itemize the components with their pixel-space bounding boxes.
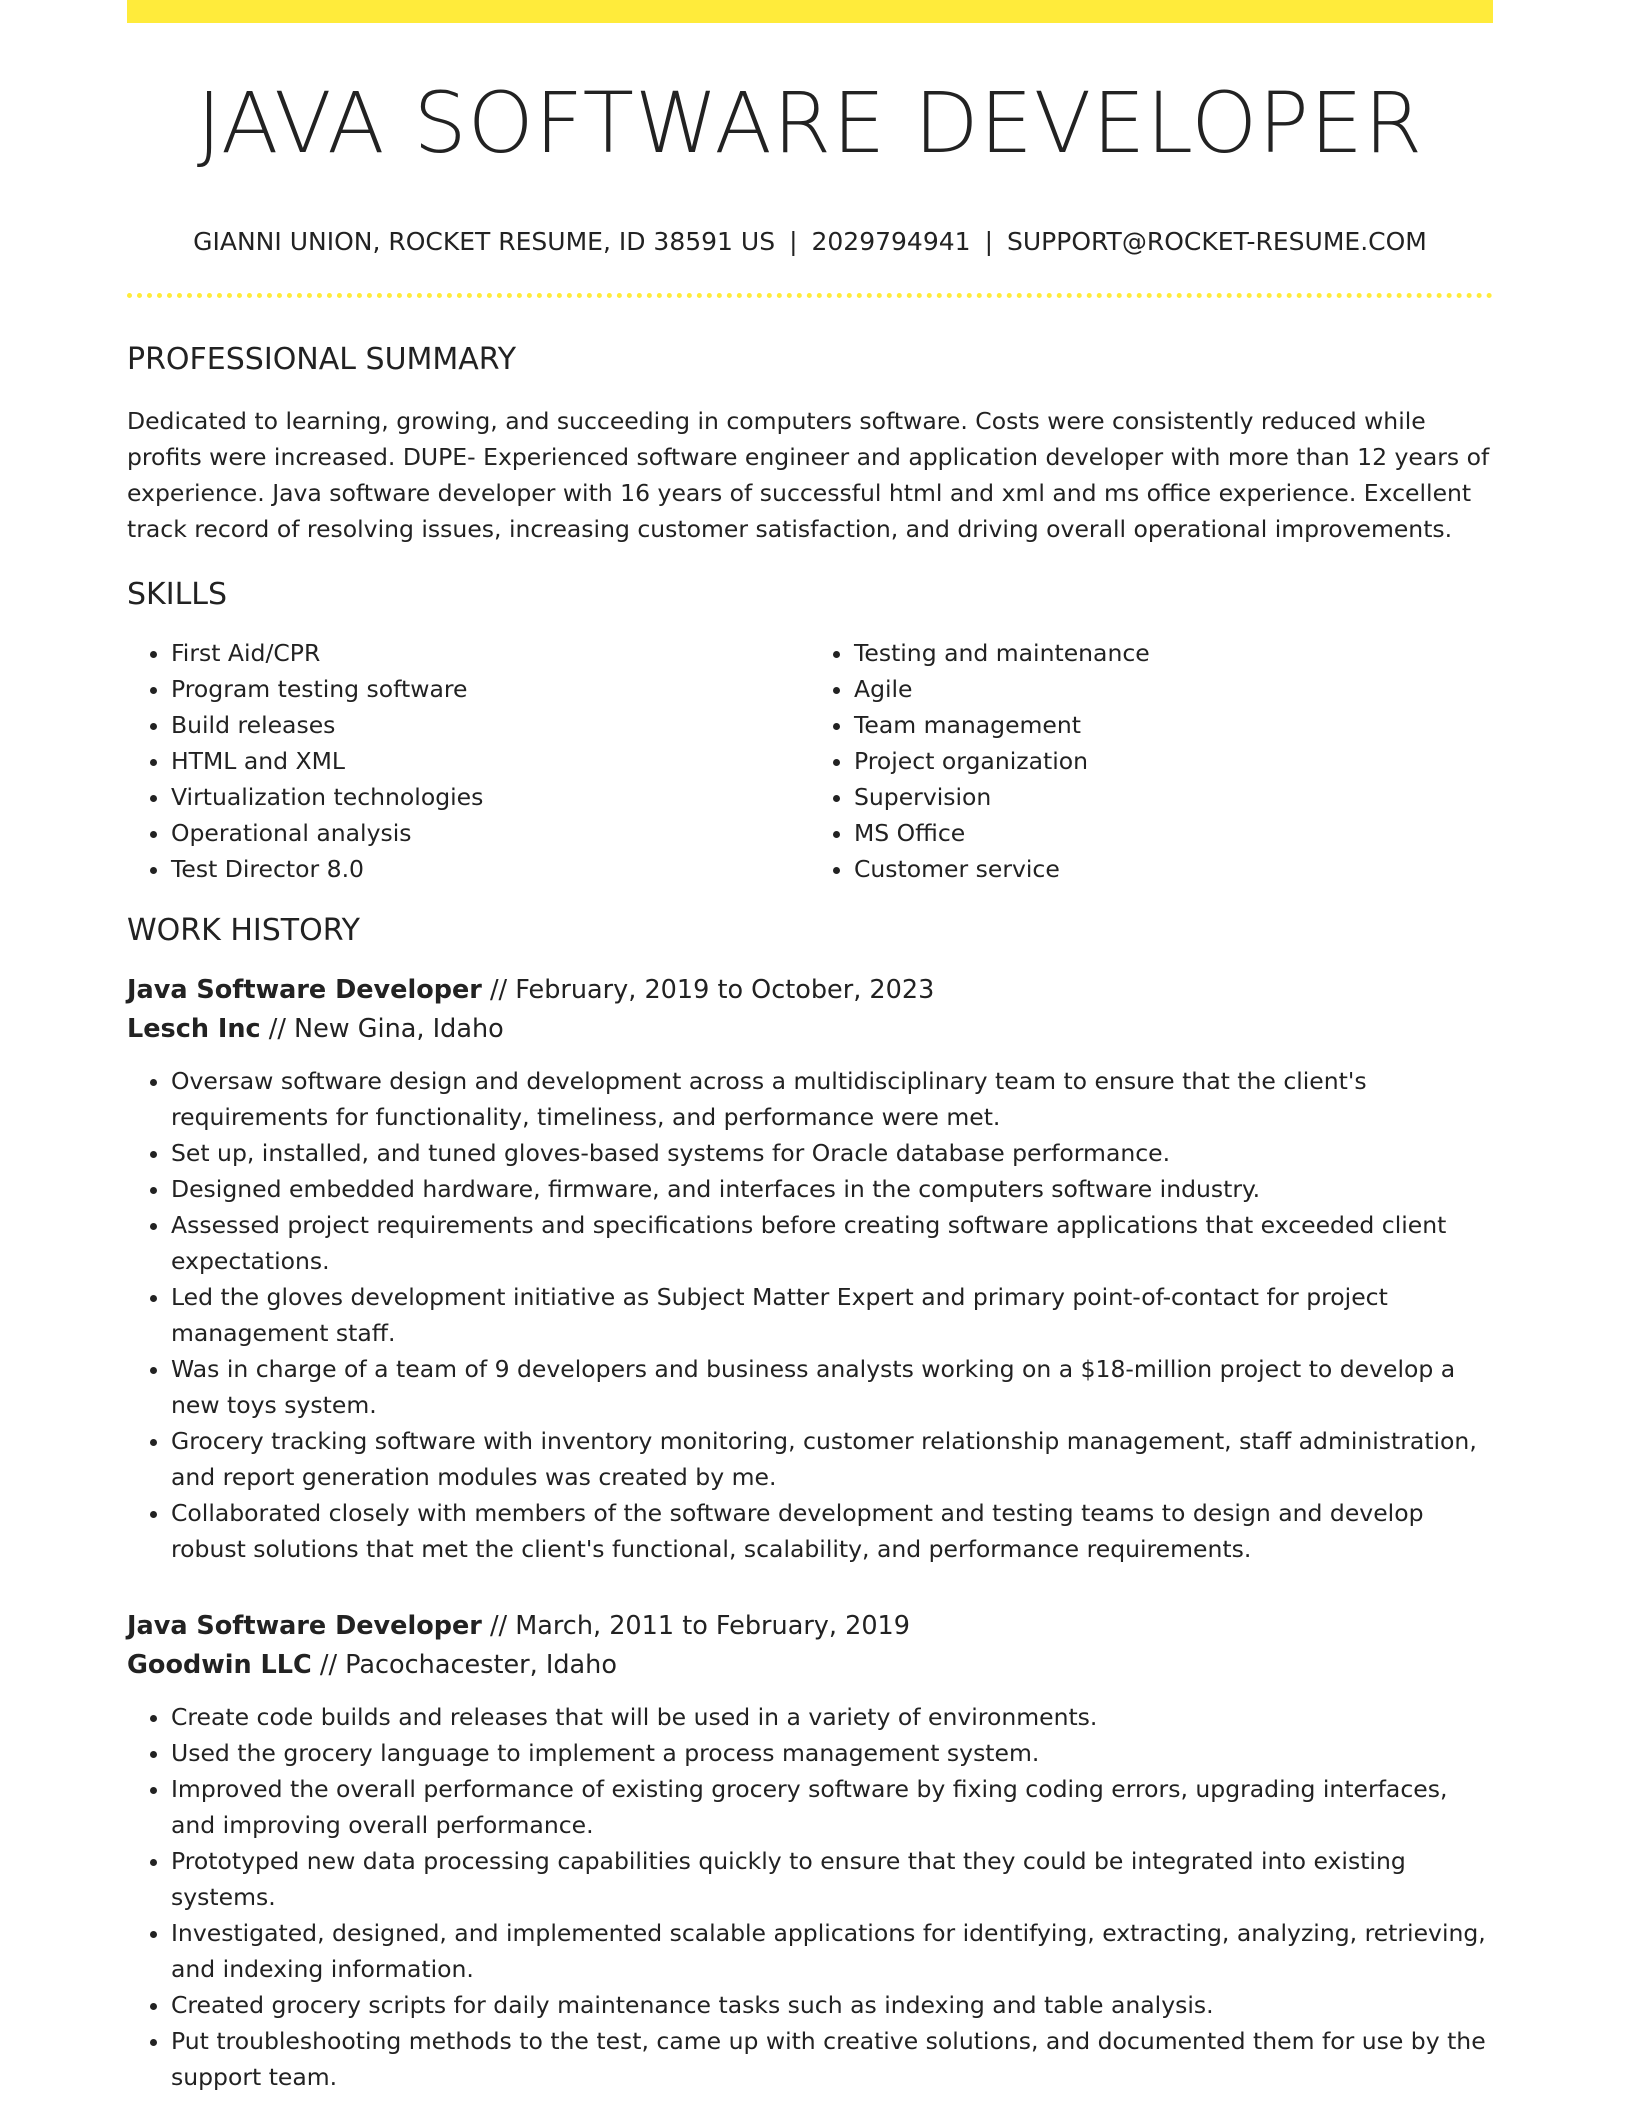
contact-phone: 2029794941 [811, 227, 971, 256]
dotted-divider [127, 293, 1493, 298]
job-bullet: • Designed embedded hardware, firmware, and interfaces in the computers software industry. [171, 1171, 1493, 1207]
skill-item: • Team management [854, 707, 1493, 743]
job-entry [127, 971, 1493, 1567]
skills-heading: SKILLS [127, 577, 228, 612]
job-location: // Pacochacester, Idaho [319, 1650, 617, 1680]
skill-item: • HTML and XML [171, 743, 810, 779]
job-bullets [127, 1699, 1493, 2095]
skill-item: • Supervision [854, 779, 1493, 815]
job-company: Goodwin LLC [127, 1650, 312, 1680]
summary-text: Dedicated to learning, growing, and succeeding in computers software. Costs were consistently reduced while profits were increased. DUPE- Experienced software engineer and application developer with more than 12 years of experience. Java software developer with 16 years of successful html and xml and ms office experience. Excellent track record of resolving issues, increasing customer satisfaction, and driving overall operational improvements. [127, 407, 1490, 543]
skill-item: • Agile [854, 671, 1493, 707]
work-history-list [127, 971, 1493, 2095]
job-bullets [127, 1063, 1493, 1567]
job-bullet: • Assessed project requirements and specifications before creating software applications that exceeded client expectations. [171, 1207, 1493, 1279]
job-bullet: • Led the gloves development initiative as Subject Matter Expert and primary point-of-contact for project management staff. [171, 1279, 1493, 1351]
job-company: Lesch Inc [127, 1014, 261, 1044]
contact-email: SUPPORT@ROCKET-RESUME.COM [1007, 227, 1427, 256]
job-title-line [127, 971, 1493, 1010]
skill-item: • First Aid/CPR [171, 635, 810, 671]
contact-separator: | [984, 227, 993, 256]
page-title: JAVA SOFTWARE DEVELOPER [196, 74, 1424, 172]
job-bullet: • Create code builds and releases that will be used in a variety of environments. [171, 1699, 1493, 1735]
skill-item: • Testing and maintenance [854, 635, 1493, 671]
skill-item: • MS Office [854, 815, 1493, 851]
job-bullet: • Collaborated closely with members of the software development and testing teams to design and develop robust solutions that met the client's functional, scalability, and performance requirements. [171, 1495, 1493, 1567]
skill-item: • Virtualization technologies [171, 779, 810, 815]
contact-address: GIANNI UNION, ROCKET RESUME, ID 38591 US [193, 227, 776, 256]
resume-page [127, 0, 1493, 2095]
job-title: Java Software Developer [127, 975, 482, 1005]
skill-item: • Operational analysis [171, 815, 810, 851]
skills-column-right [810, 635, 1493, 887]
skill-item: • Project organization [854, 743, 1493, 779]
job-location: // New Gina, Idaho [268, 1014, 504, 1044]
job-company-line [127, 1646, 1493, 1685]
job-bullet: • Grocery tracking software with inventory monitoring, customer relationship management, staff administration, and report generation modules was created by me. [171, 1423, 1493, 1495]
skill-item: • Customer service [854, 851, 1493, 887]
job-bullet: • Was in charge of a team of 9 developers and business analysts working on a $18-million project to develop a new toys system. [171, 1351, 1493, 1423]
job-title-line [127, 1607, 1493, 1646]
job-bullet: • Oversaw software design and development across a multidisciplinary team to ensure that the client's requirements for functionality, timeliness, and performance were met. [171, 1063, 1493, 1135]
top-accent-bar [127, 0, 1493, 23]
job-company-line [127, 1010, 1493, 1049]
job-bullet: • Used the grocery language to implement a process management system. [171, 1735, 1493, 1771]
job-bullet: • Put troubleshooting methods to the test, came up with creative solutions, and documented them for use by the support team. [171, 2023, 1493, 2095]
job-bullet: • Created grocery scripts for daily maintenance tasks such as indexing and table analysis. [171, 1987, 1493, 2023]
skill-item: • Build releases [171, 707, 810, 743]
skill-item: • Program testing software [171, 671, 810, 707]
job-bullet: • Prototyped new data processing capabilities quickly to ensure that they could be integrated into existing systems. [171, 1843, 1493, 1915]
contact-line [127, 227, 1493, 257]
job-dates: // February, 2019 to October, 2023 [489, 975, 935, 1005]
contact-separator: | [789, 227, 798, 256]
job-title: Java Software Developer [127, 1611, 482, 1641]
summary-heading: PROFESSIONAL SUMMARY [127, 342, 517, 377]
job-dates: // March, 2011 to February, 2019 [489, 1611, 911, 1641]
work-history-heading: WORK HISTORY [127, 913, 360, 948]
job-bullet: • Improved the overall performance of existing grocery software by fixing coding errors, upgrading interfaces, and improving overall performance. [171, 1771, 1493, 1843]
skill-item: • Test Director 8.0 [171, 851, 810, 887]
job-entry [127, 1607, 1493, 2095]
job-bullet: • Set up, installed, and tuned gloves-based systems for Oracle database performance. [171, 1135, 1493, 1171]
job-bullet: • Investigated, designed, and implemented scalable applications for identifying, extracting, analyzing, retrieving, and indexing information. [171, 1915, 1493, 1987]
skills-column-left [127, 635, 810, 887]
skills-grid [127, 635, 1493, 887]
